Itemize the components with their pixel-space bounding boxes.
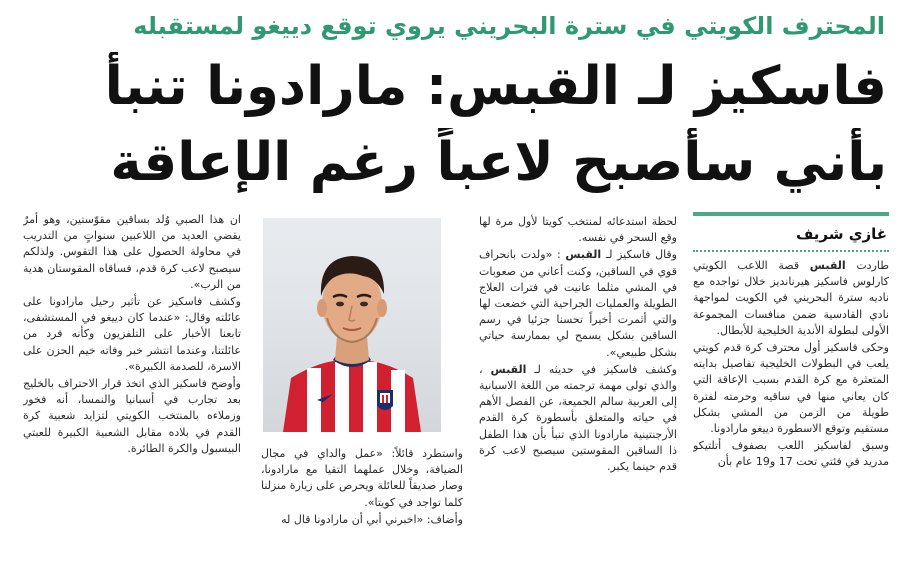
newspaper-name-highlight: القبس bbox=[809, 259, 846, 272]
article-column-1 bbox=[693, 212, 889, 552]
paragraph: ان هذا الصبي وُلد بساقين مقوّستين، وهو أمرٌ يقضي العديد من اللاعبين سنواتٍ من التدريب في محاولة الحصول على هذا التقوس. ولذلكم سيصبح لاعب كرة قدم، فساقاه المقوستان هدية من الرب». bbox=[23, 213, 241, 291]
paragraph bbox=[479, 362, 677, 475]
paragraph-lead: طاردت bbox=[856, 259, 889, 272]
article-column-2 bbox=[479, 214, 677, 554]
kicker-subheadline: المحترف الكويتي في سترة البحريني يروي توقع دييغو لمستقبله bbox=[133, 12, 885, 40]
paragraph-rest: قصة اللاعب الكويتي كارلوس فاسكيز هيرنانديز خلال تواجده مع ناديه سترة البحريني في الكويت لمواجهة نادي القادسية ضمن منافسات المجموعة الأولى لبطولة الأندية الخليجية للأبطال. bbox=[693, 259, 889, 337]
column-1-text bbox=[693, 258, 889, 472]
paragraph: وأوضح فاسكيز الذي اتخذ قرار الاحتراف بالخليج بعد تجارب في أسبانيا والنمسا، أنه فخور وزملاءه بالمنتخب الكويتي لتزايد شعبية كرة القدم في بلاده مقابل الشعبية الكبيرة للعبتي البيسبول والكرة الطائرة. bbox=[23, 377, 241, 455]
article-column-4 bbox=[23, 212, 241, 552]
byline-divider bbox=[693, 250, 889, 252]
paragraph-lead: وكشف فاسكيز في حديثه لـ bbox=[534, 362, 677, 376]
player-photo bbox=[263, 218, 441, 432]
paragraph-rest: ، والذي تولى مهمة ترجمته من اللغة الاسبانية إلى العربية سالم الجميعة، عن الفصل الأهم في حياته والمتعلق بأسطورة كرة القدم الأرجنتينية مارادونا الذي تنبأ بأن هذا الطفل ذا الساقين المقوستين سيصبح لاعب كرة قدم حينما يكبر. bbox=[479, 362, 677, 474]
byline-box bbox=[693, 212, 889, 256]
newspaper-name-highlight: القبس bbox=[565, 248, 602, 262]
player-portrait-illustration bbox=[263, 218, 441, 432]
headline-line-2: بأني سأصبح لاعباً رغم الإعاقة bbox=[110, 132, 887, 193]
paragraph: لحظة استدعائه لمنتخب كويتا لأول مرة لها وقع السحر في نفسه. bbox=[479, 215, 677, 245]
paragraph: وحكى فاسكيز أول محترف كرة قدم كويتي يلعب في البطولات الخليجية تفاصيل بدايته المتعثرة مع كرة القدم بسبب الإعاقة التي كان يعاني منها في ساقيه وحرمته لفترة طويلة من الزمن من المشي بشكل مستقيم وتوقع الاسطورة دييغو مارادونا. bbox=[693, 341, 889, 436]
paragraph-lead: وقال فاسكيز لـ bbox=[605, 248, 677, 262]
paragraph-rest: : «ولدت بانحراف قوي في الساقين، وكنت أعاني من صعوبات في المشي مثلما عانيت في فترات العلاج الطويلة والعمليات الجراحية التي خضعت لها والتي أثمرت أخيراً تحسنا جزئيا في رسم الساقين بشكل يسمح لي بممارسة حياتي بشكل طبيعي». bbox=[479, 248, 677, 359]
paragraph: وأضاف: «اخبرني أبي أن مارادونا قال له bbox=[281, 512, 463, 526]
byline-author: غازي شريف bbox=[795, 225, 887, 243]
paragraph bbox=[693, 258, 889, 339]
headline-line-1: فاسكيز لـ القبس: مارادونا تنبأ bbox=[104, 56, 887, 117]
newspaper-name-highlight: القبس bbox=[490, 362, 527, 376]
paragraph: وسبق لفاسكيز اللعب بصفوف أتلتيكو مدريد في فئتي تحت 17 و19 عام بأن bbox=[693, 439, 889, 469]
paragraph bbox=[479, 247, 677, 360]
article-column-3 bbox=[261, 446, 463, 556]
paragraph: وكشف فاسكيز عن تأثير رحيل مارادونا على عائلته وقال: «عندما كان دييغو في المستشفى، تابعنا الأخبار على التلفزيون وكأنه فرد من عائلتنا، وعندما انتشر خبر وفاته خيم الحزن على الاسرة، للصدمة الكبيرة». bbox=[23, 295, 241, 373]
paragraph: واستطرد قائلاً: «عمل والداي في مجال الضيافة، وخلال عملهما التقيا مع مارادونا، وصار صديقاً للعائلة ويحرص على زيارة منزلنا كلما تواجد في كويتا». bbox=[261, 447, 463, 509]
